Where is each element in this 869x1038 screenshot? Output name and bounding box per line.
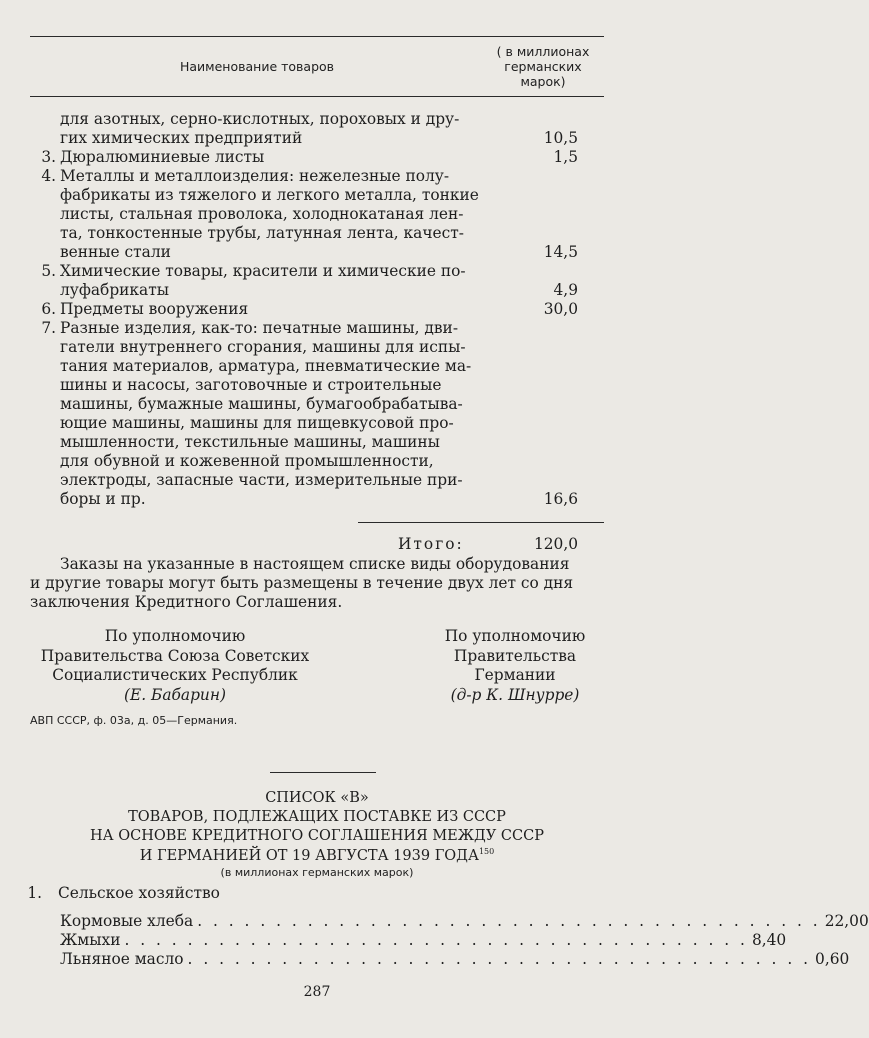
signer-name-right: (д-р К. Шнурре): [450, 685, 580, 704]
item-value: 10,5: [543, 129, 578, 147]
item-line: для обувной и кожевенной промышленности,: [60, 452, 434, 470]
footnote-ref: 150: [478, 847, 495, 856]
table-header-rule: [30, 96, 604, 97]
item-line: мышленности, текстильные машины, машины: [60, 433, 440, 451]
total-label: Итого:: [398, 535, 464, 553]
total-rule: [358, 522, 604, 523]
list-row: Льняное масло . . . . . . . . . . . . . . . . . . . . . . . . . . . . . . . . . . . . . . . . 0,60: [60, 950, 850, 968]
item-line: Дюралюминиевые листы: [60, 148, 265, 166]
total-value: 120,0: [533, 535, 578, 553]
list-row: Кормовые хлеба . . . . . . . . . . . . . . . . . . . . . . . . . . . . . . . . . . . . . . . . 22,00: [60, 912, 869, 930]
column-header-unit: ( в миллионах германских марок): [496, 44, 590, 89]
item-value: 4,9: [553, 281, 578, 299]
item-line: Металлы и металлоизделия: нежелезные полу-: [60, 167, 450, 185]
item-number: 5.: [41, 262, 56, 280]
item-number: 6.: [41, 300, 56, 318]
column-header-name: Наименование товаров: [180, 59, 335, 74]
item-value: 30,0: [543, 300, 578, 318]
item-line: машины, бумажные машины, бумагообрабатыва-: [60, 395, 463, 413]
item-line: для азотных, серно-кислотных, пороховых и дру-: [60, 110, 460, 128]
item-line: Предметы вооружения: [60, 300, 249, 318]
item-line: та, тонкостенные трубы, латунная лента, качест-: [60, 224, 464, 242]
list-title-line: И ГЕРМАНИЕЙ ОТ 19 АВГУСТА 1939 ГОДА$^{150}$: [139, 847, 495, 864]
item-line: венные стали: [60, 243, 171, 261]
item-number: 3.: [41, 148, 56, 166]
item-line: Разные изделия, как-то: печатные машины, дви-: [60, 319, 459, 337]
list-row: Жмыхи . . . . . . . . . . . . . . . . . . . . . . . . . . . . . . . . . . . . . . . . 8,40: [60, 931, 787, 949]
item-value: 14,5: [543, 243, 578, 261]
item-line: гих химических предприятий: [60, 129, 303, 147]
item-value: 1,5: [553, 148, 578, 166]
item-number: 7.: [41, 319, 56, 337]
list-title-line: НА ОСНОВЕ КРЕДИТНОГО СОГЛАШЕНИЯ МЕЖДУ СССР: [90, 828, 544, 844]
paragraph-line: заключения Кредитного Соглашения.: [30, 593, 343, 611]
section-label: Сельское хозяйство: [58, 884, 220, 902]
item-line: гатели внутреннего сгорания, машины для испы-: [60, 338, 466, 356]
item-line: луфабрикаты: [60, 281, 169, 299]
list-title: СПИСОК «В»: [265, 790, 369, 806]
item-number: 4.: [41, 167, 56, 185]
section-number: 1.: [27, 884, 42, 902]
list-title-line: ТОВАРОВ, ПОДЛЕЖАЩИХ ПОСТАВКЕ ИЗ СССР: [128, 809, 506, 825]
item-value: 16,6: [543, 490, 578, 508]
item-line: Химические товары, красители и химические по-: [60, 262, 466, 280]
page-number: 287: [303, 984, 331, 1000]
item-line: фабрикаты из тяжелого и легкого металла, тонкие: [60, 186, 479, 204]
item-line: электроды, запасные части, измерительные при-: [60, 471, 463, 489]
archive-reference: АВП СССР, ф. 03а, д. 05—Германия.: [30, 714, 238, 727]
item-line: шины и насосы, заготовочные и строительные: [60, 376, 442, 394]
signature-right: По уполномочию Правительства Германии (д-р К. Шнурре): [400, 627, 630, 705]
signature-left: По уполномочию Правительства Союза Советских Социалистических Республик (Е. Бабарин): [30, 627, 320, 705]
paragraph-line: Заказы на указанные в настоящем списке виды оборудования: [60, 555, 570, 573]
signer-name-left: (Е. Бабарин): [124, 685, 226, 704]
item-line: листы, стальная проволока, холоднокатаная лен-: [60, 205, 464, 223]
paragraph-line: и другие товары могут быть размещены в течение двух лет со дня: [30, 574, 574, 592]
section-separator: [270, 772, 376, 773]
list-subtitle: (в миллионах германских марок): [220, 866, 414, 879]
item-line: боры и пр.: [60, 490, 146, 508]
table-top-rule: [30, 36, 604, 37]
item-line: тания материалов, арматура, пневматические ма-: [60, 357, 472, 375]
item-line: ющие машины, машины для пищевкусовой про-: [60, 414, 454, 432]
